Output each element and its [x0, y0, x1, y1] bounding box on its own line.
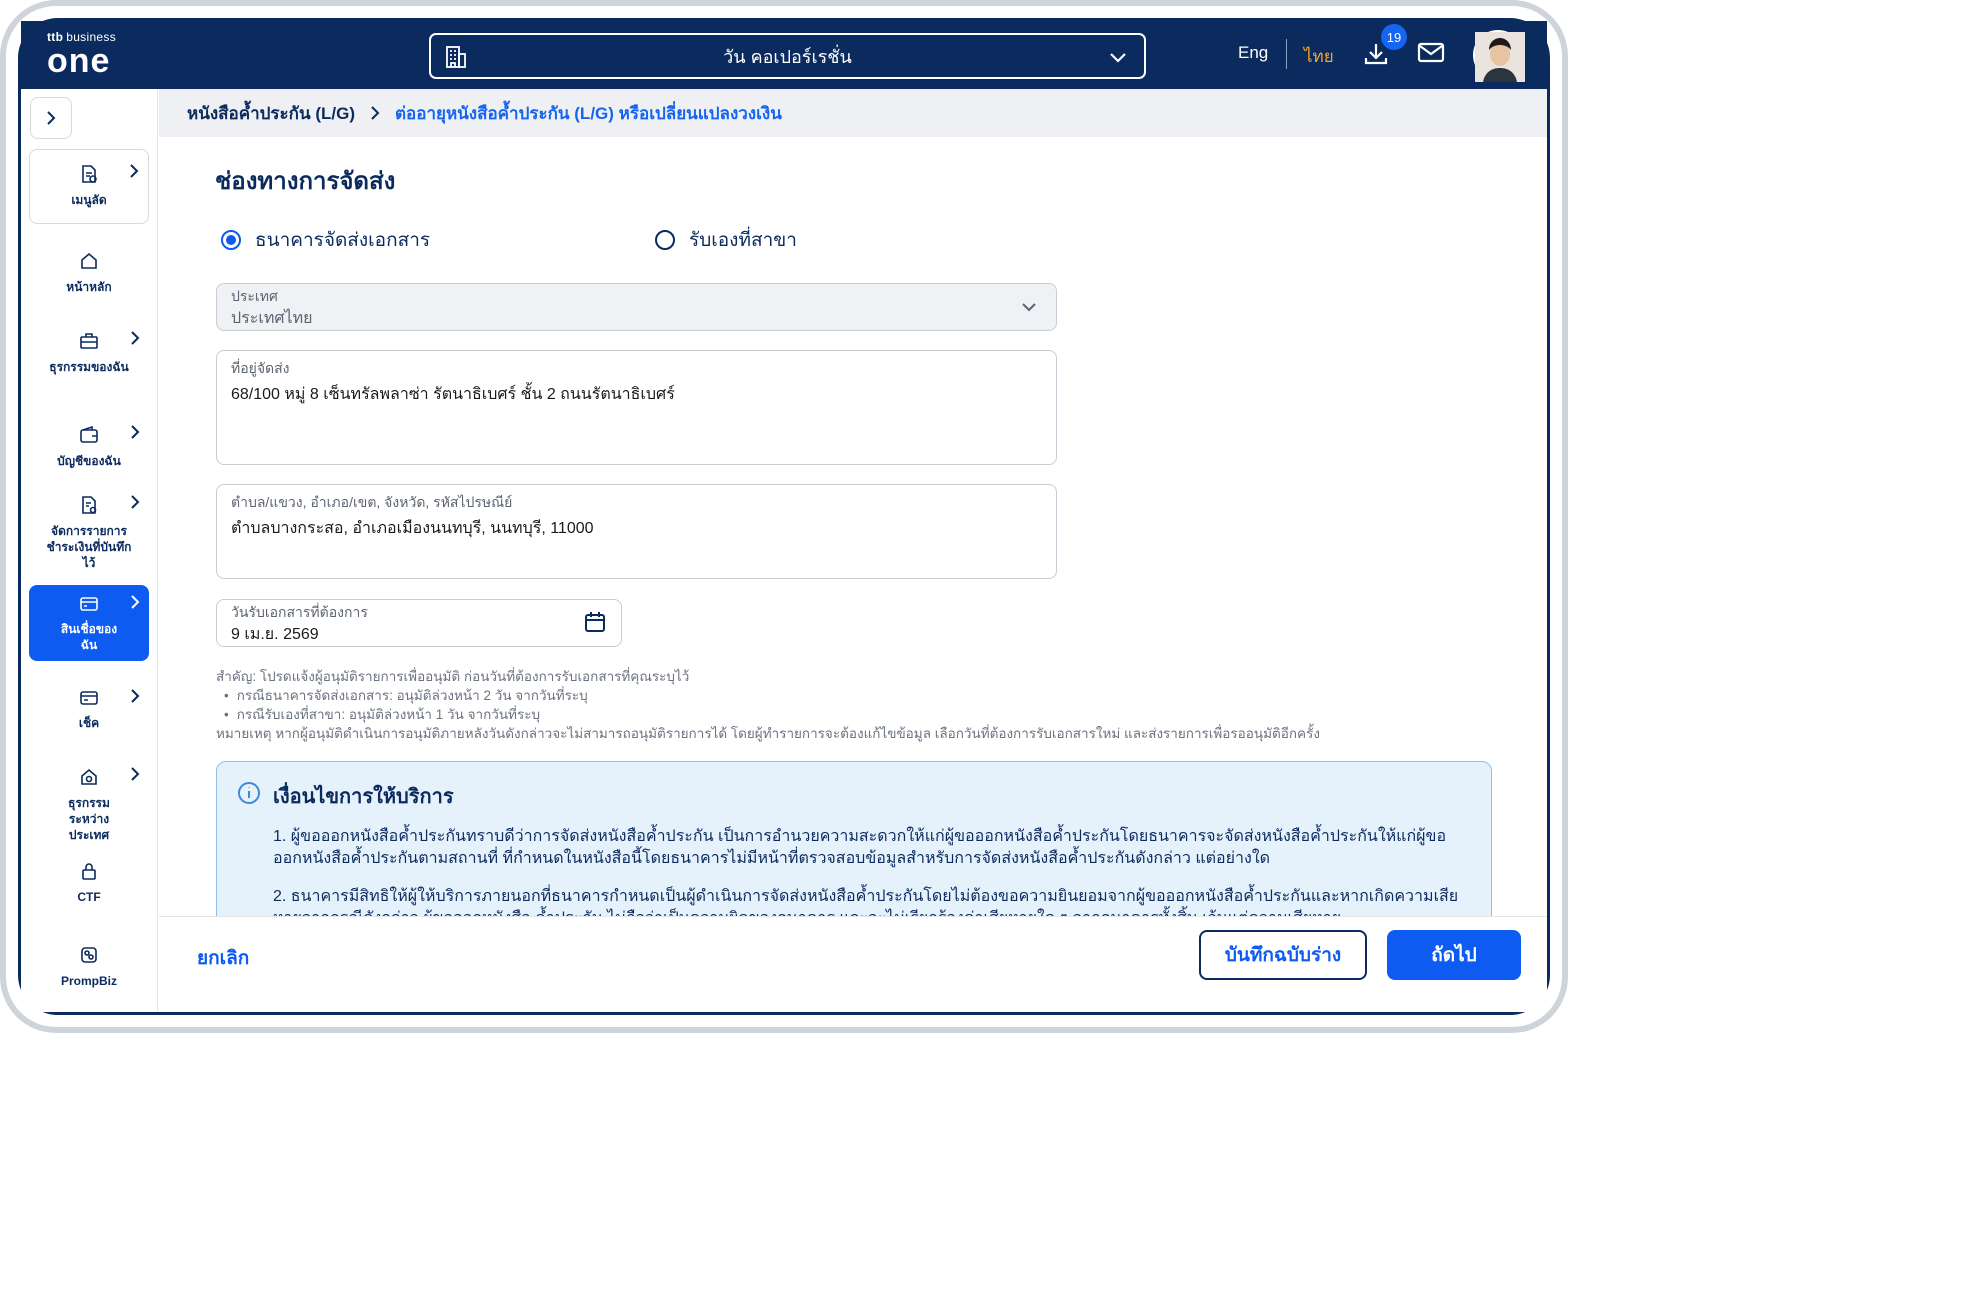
sidebar-item-saved-payments[interactable] [29, 493, 149, 583]
chevron-right-icon [129, 595, 141, 613]
radio-bank-delivery[interactable] [221, 225, 430, 255]
field-value: 9 เม.ย. 2569 [231, 626, 319, 643]
sidebar [21, 89, 158, 1012]
date-picker[interactable] [216, 599, 622, 647]
breadcrumb [159, 89, 1547, 137]
lang-divider [1286, 39, 1287, 69]
sidebar-item-ctf[interactable] [29, 859, 149, 909]
breadcrumb-parent[interactable]: หนังสือค้ำประกัน (L/G) [187, 103, 355, 123]
field-label: ประเทศ [231, 288, 278, 304]
radio-label: ธนาคารจัดส่งเอกสาร [255, 230, 431, 251]
sidebar-item-home[interactable] [29, 249, 149, 305]
sidebar-toggle-button[interactable] [30, 97, 72, 139]
field-label: ตำบล/แขวง, อำเภอ/เขต, จังหวัด, รหัสไปรษณีย์ [231, 494, 513, 510]
sidebar-item-prompbiz[interactable] [29, 943, 149, 993]
sidebar-item-label: ธุรกรรมของฉัน [49, 360, 129, 374]
chevron-right-icon [129, 767, 141, 785]
lang-thai[interactable]: ไทย [1304, 47, 1334, 66]
sidebar-item-label: บัญชีของฉัน [57, 454, 121, 468]
wallet-icon [79, 425, 99, 449]
sidebar-item-cheque[interactable] [29, 687, 149, 737]
radio-checked-icon [221, 230, 241, 250]
note-bullet: • กรณีรับเองที่สาขา: อนุมัติล่วงหน้า 1 วัน จากวันที่ระบุ [216, 705, 1320, 724]
form-footer [159, 916, 1547, 1012]
chevron-down-icon [1108, 47, 1128, 72]
company-name: วัน คอเปอร์เรชั่น [723, 46, 852, 67]
sidebar-item-label: เมนูลัด [71, 193, 107, 207]
card-icon [79, 595, 99, 617]
note-remark: หมายเหตุ หากผู้อนุมัติดำเนินการอนุมัติภายหลังวันดังกล่าวจะไม่สามารถอนุมัติรายการได้ โดยผู้ทำรายการจะต้องแก้ไขข้อมูล เลือกวันที่ต้องการรับเอกสารใหม่ และส่งรายการเพื่อรออนุมัติอีกครั้ง [216, 726, 1320, 741]
lock-icon [80, 861, 98, 885]
chevron-right-icon [129, 425, 141, 443]
sidebar-item-label: เช็ค [78, 716, 100, 730]
brand-logo[interactable] [47, 30, 116, 80]
address-field[interactable] [216, 350, 1057, 465]
sidebar-item-shortcut[interactable] [29, 149, 149, 224]
app-screen [18, 18, 1550, 1015]
info-icon [237, 781, 261, 811]
sidebar-item-label: จัดการรายการชำระเงินที่บันทึกไว้ [46, 524, 132, 570]
doc-gear-icon [79, 495, 99, 519]
globe-house-icon [79, 767, 99, 791]
radio-branch-pickup[interactable] [655, 225, 797, 255]
chevron-right-icon [129, 689, 141, 707]
chevron-right-icon [129, 331, 141, 349]
home-icon [79, 251, 99, 275]
note-bullet: • กรณีธนาคารจัดส่งเอกสาร: อนุมัติล่วงหน้า 2 วัน จากวันที่ระบุ [216, 686, 1320, 705]
shortcut-doc-icon [79, 164, 99, 188]
breadcrumb-current: ต่ออายุหนังสือค้ำประกัน (L/G) หรือเปลี่ยนแปลงวงเงิน [394, 103, 782, 123]
lang-english[interactable]: Eng [1238, 43, 1269, 62]
brand-name: one [47, 42, 111, 80]
building-icon [445, 45, 467, 74]
radio-unchecked-icon [655, 230, 675, 250]
approval-notes [216, 667, 1320, 743]
company-select[interactable] [429, 33, 1146, 79]
subdistrict-field[interactable] [216, 484, 1057, 579]
save-draft-button[interactable]: บันทึกฉบับร่าง [1199, 930, 1367, 980]
sidebar-item-my-loans[interactable] [29, 585, 149, 661]
sidebar-item-my-accounts[interactable] [29, 423, 149, 481]
field-label: วันรับเอกสารที่ต้องการ [231, 604, 368, 620]
sidebar-item-my-transactions[interactable] [29, 329, 149, 399]
chevron-right-icon [129, 495, 141, 513]
top-header [21, 21, 1547, 89]
field-label: ที่อยู่จัดส่ง [231, 360, 290, 376]
chevron-down-icon [1020, 298, 1038, 321]
delivery-form [187, 137, 1523, 916]
field-value: 68/100 หมู่ 8 เซ็นทรัลพลาซ่า รัตนาธิเบศร์ ชั้น 2 ถนนรัตนาธิเบศร์ [231, 386, 675, 403]
chevron-right-icon [128, 164, 140, 182]
brand-sub: ttb business [47, 30, 116, 44]
avatar[interactable] [1473, 30, 1523, 80]
briefcase-icon [79, 331, 99, 355]
terms-paragraph: 1. ผู้ขอออกหนังสือค้ำประกันทราบดีว่าการจัดส่งหนังสือค้ำประกัน เป็นการอำนวยความสะดวกให้แก่ผู้ขอออกหนังสือค้ำประกันโดยธนาคารจะจัดส่งหนังสือค้ำประกันให้แก่ผู้ขอออกหนังสือค้ำประกันตามสถานที่ ที่กำหนดในหนังสือนี้โดยธนาคารไม่มีหน้าที่ตรวจสอบข้อมูลสำหรับการจัดส่งหนังสือค้ำประกันดังกล่าว แต่อย่างใด [273, 828, 1447, 867]
chevron-right-icon [369, 106, 381, 120]
mail-icon[interactable] [1417, 41, 1445, 70]
terms-paragraph: 2. ธนาคารมีสิทธิให้ผู้ให้บริการภายนอกที่ธนาคารกำหนดเป็นผู้ดำเนินการจัดส่งหนังสือค้ำประกันโดยไม่ต้องขอความยินยอมจากผู้ขอออกหนังสือค้ำประกันและหากเกิดความเสีย [273, 888, 1459, 905]
page-title: ช่องทางการจัดส่ง [215, 168, 396, 195]
prompbiz-icon [79, 945, 99, 969]
next-button[interactable]: ถัดไป [1387, 930, 1521, 980]
calendar-icon[interactable] [583, 610, 607, 639]
sidebar-item-label: สินเชื่อของฉัน [60, 622, 118, 652]
sidebar-item-label: ธุรกรรมระหว่างประเทศ [68, 796, 110, 842]
sidebar-item-label: PrompBiz [60, 974, 117, 988]
radio-label: รับเองที่สาขา [689, 230, 797, 251]
field-value: ประเทศไทย [231, 310, 313, 327]
field-value: ตำบลบางกระสอ, อำเภอเมืองนนทบุรี, นนทบุรี, 11000 [231, 520, 594, 537]
download-count-badge: 19 [1381, 24, 1407, 50]
terms-heading [237, 780, 1471, 812]
terms-title: เงื่อนไขการให้บริการ [273, 786, 454, 808]
note-important: สำคัญ: โปรดแจ้งผู้อนุมัติรายการเพื่ออนุมัติ ก่อนวันที่ต้องการรับเอกสารที่คุณระบุไว้ [216, 669, 690, 684]
sidebar-item-label: หน้าหลัก [66, 280, 112, 294]
country-select [216, 283, 1057, 331]
sidebar-item-label: CTF [77, 890, 101, 904]
cheque-icon [79, 689, 99, 711]
sidebar-item-international[interactable] [29, 765, 149, 842]
cancel-button[interactable]: ยกเลิก [197, 948, 250, 969]
